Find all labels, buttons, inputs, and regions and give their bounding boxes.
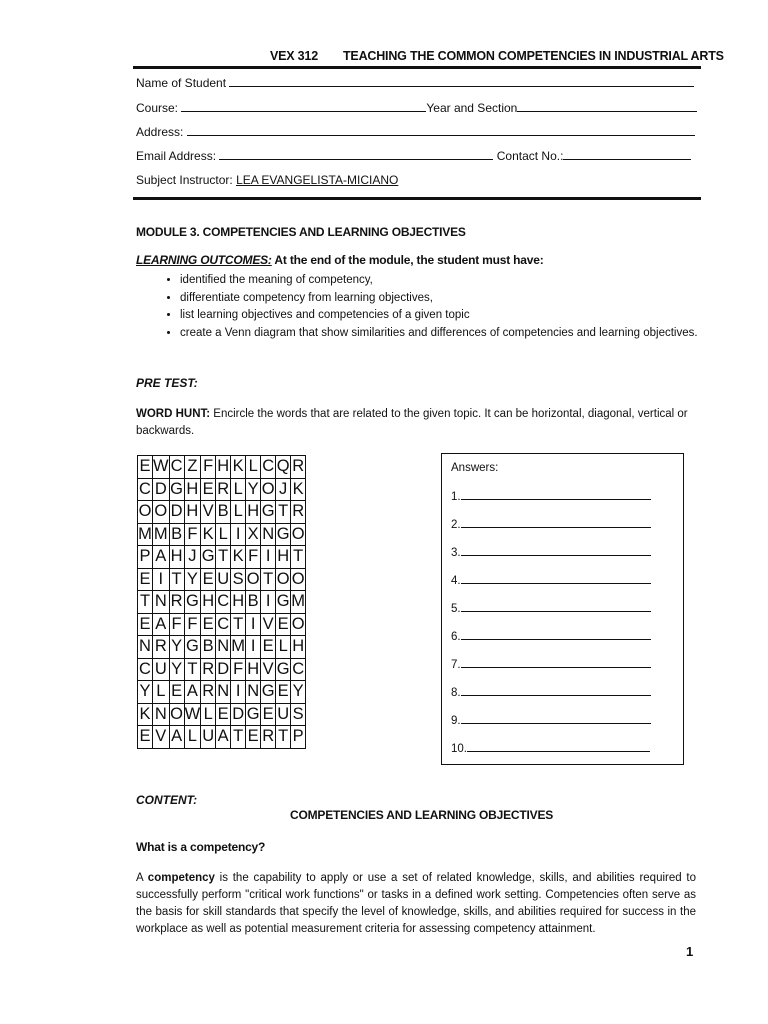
- grid-letter[interactable]: E: [201, 568, 216, 591]
- grid-row: [138, 636, 306, 659]
- grid-letter[interactable]: E: [201, 613, 216, 636]
- grid-row: [138, 613, 306, 636]
- grid-letter[interactable]: N: [153, 703, 170, 726]
- grid-letter[interactable]: V: [201, 501, 216, 524]
- grid-letter[interactable]: A: [153, 613, 170, 636]
- answer-line: [451, 657, 651, 671]
- grid-letter[interactable]: O: [169, 703, 184, 726]
- grid-letter[interactable]: F: [246, 546, 261, 569]
- grid-letter[interactable]: K: [138, 703, 153, 726]
- grid-letter[interactable]: B: [246, 591, 261, 614]
- grid-letter[interactable]: S: [291, 703, 306, 726]
- grid-letter[interactable]: V: [261, 658, 276, 681]
- wordhunt-text: Encircle the words that are related to the given topic. It can be horizontal, diagonal, vertical or backwards.: [136, 408, 688, 437]
- grid-letter[interactable]: C: [261, 456, 276, 479]
- grid-letter[interactable]: E: [216, 703, 231, 726]
- email-blank[interactable]: [219, 148, 493, 160]
- name-field-row: [136, 75, 694, 90]
- grid-letter[interactable]: E: [138, 568, 153, 591]
- grid-letter[interactable]: U: [276, 703, 291, 726]
- grid-row: [138, 523, 306, 546]
- grid-letter[interactable]: L: [184, 726, 201, 749]
- grid-letter[interactable]: U: [201, 726, 216, 749]
- grid-letter[interactable]: F: [231, 658, 246, 681]
- answer-blank[interactable]: [461, 629, 651, 640]
- grid-letter[interactable]: K: [231, 456, 246, 479]
- address-blank[interactable]: [187, 124, 695, 136]
- grid-letter[interactable]: C: [138, 478, 153, 501]
- grid-row: [138, 591, 306, 614]
- answer-blank[interactable]: [467, 741, 650, 752]
- grid-letter[interactable]: A: [184, 681, 201, 704]
- grid-letter[interactable]: A: [216, 726, 231, 749]
- grid-letter[interactable]: B: [201, 636, 216, 659]
- objectives-list: [160, 272, 698, 342]
- year-section-blank[interactable]: [517, 100, 697, 112]
- grid-letter[interactable]: P: [138, 546, 153, 569]
- grid-letter[interactable]: C: [216, 591, 231, 614]
- grid-letter[interactable]: I: [246, 636, 261, 659]
- answer-number: 8.: [451, 687, 461, 699]
- grid-letter[interactable]: O: [153, 501, 170, 524]
- grid-letter[interactable]: E: [276, 613, 291, 636]
- grid-row: [138, 478, 306, 501]
- grid-letter[interactable]: E: [276, 681, 291, 704]
- grid-letter[interactable]: D: [231, 703, 246, 726]
- grid-letter[interactable]: G: [261, 681, 276, 704]
- grid-letter[interactable]: U: [216, 568, 231, 591]
- year-section-label: Year and Section: [426, 101, 518, 115]
- section-question: What is a competency?: [136, 840, 266, 854]
- answer-line: [451, 685, 651, 699]
- grid-letter[interactable]: K: [291, 478, 306, 501]
- info-rule: [133, 197, 701, 200]
- grid-letter[interactable]: Y: [169, 636, 184, 659]
- grid-letter[interactable]: T: [276, 501, 291, 524]
- grid-letter[interactable]: X: [246, 523, 261, 546]
- answer-line: [451, 489, 651, 503]
- answer-number: 10.: [451, 743, 467, 755]
- grid-letter[interactable]: F: [184, 613, 201, 636]
- grid-letter[interactable]: Z: [184, 456, 201, 479]
- answer-number: 1.: [451, 491, 461, 503]
- module-title: MODULE 3. COMPETENCIES AND LEARNING OBJECTIVES: [136, 225, 466, 239]
- page-number: 1: [686, 944, 694, 959]
- grid-letter[interactable]: I: [153, 568, 170, 591]
- grid-letter[interactable]: I: [231, 523, 246, 546]
- grid-letter[interactable]: O: [138, 501, 153, 524]
- grid-letter[interactable]: E: [261, 703, 276, 726]
- answer-line: [451, 601, 651, 615]
- grid-letter[interactable]: A: [169, 726, 184, 749]
- grid-letter[interactable]: F: [201, 456, 216, 479]
- answer-number: 3.: [451, 547, 461, 559]
- header-rule: [133, 66, 701, 69]
- grid-letter[interactable]: T: [184, 658, 201, 681]
- grid-letter[interactable]: H: [216, 456, 231, 479]
- grid-letter[interactable]: V: [153, 726, 170, 749]
- instructor-name: LEA EVANGELISTA-MICIANO: [236, 173, 399, 187]
- grid-letter[interactable]: U: [153, 658, 170, 681]
- grid-letter[interactable]: B: [169, 523, 184, 546]
- para-body: is the capability to apply or use a set of related knowledge, skills, and abilities required to successfully perform "critical work functions" or tasks in a defined work setting. Competencies often serve as the basis for skill standards that specify the level of knowledge, skills, and abilities required for success in the workplace as well as potential measurement criteria for assessing competency attainment.: [136, 872, 696, 935]
- answer-blank[interactable]: [461, 489, 651, 500]
- answer-line: [451, 629, 651, 643]
- grid-letter[interactable]: G: [276, 658, 291, 681]
- answer-line: [451, 573, 651, 587]
- contact-label: Contact No.:: [496, 149, 564, 163]
- grid-letter[interactable]: H: [231, 591, 246, 614]
- grid-letter[interactable]: L: [246, 456, 261, 479]
- grid-letter[interactable]: T: [231, 726, 246, 749]
- grid-letter[interactable]: R: [201, 681, 216, 704]
- grid-letter[interactable]: T: [231, 613, 246, 636]
- grid-letter[interactable]: M: [138, 523, 153, 546]
- grid-row: [138, 681, 306, 704]
- content-title: COMPETENCIES AND LEARNING OBJECTIVES: [290, 808, 554, 822]
- answer-blank[interactable]: [461, 517, 651, 528]
- grid-letter[interactable]: I: [261, 546, 276, 569]
- grid-letter[interactable]: O: [291, 613, 306, 636]
- grid-letter[interactable]: L: [216, 523, 231, 546]
- grid-letter[interactable]: T: [261, 568, 276, 591]
- grid-letter[interactable]: E: [138, 456, 153, 479]
- grid-letter[interactable]: M: [231, 636, 246, 659]
- grid-letter[interactable]: R: [261, 726, 276, 749]
- grid-letter[interactable]: B: [216, 501, 231, 524]
- grid-letter[interactable]: R: [291, 501, 306, 524]
- grid-letter[interactable]: E: [246, 726, 261, 749]
- grid-letter[interactable]: I: [246, 613, 261, 636]
- grid-letter[interactable]: O: [261, 478, 276, 501]
- grid-letter[interactable]: J: [184, 546, 201, 569]
- grid-letter[interactable]: E: [169, 681, 184, 704]
- grid-letter[interactable]: H: [291, 636, 306, 659]
- grid-letter[interactable]: C: [216, 613, 231, 636]
- grid-row: [138, 658, 306, 681]
- course-blank[interactable]: [181, 100, 426, 112]
- para-prefix: A: [136, 872, 148, 884]
- content-label: CONTENT:: [136, 793, 198, 807]
- answer-blank[interactable]: [461, 573, 651, 584]
- answer-number: 4.: [451, 575, 461, 587]
- grid-row: [138, 501, 306, 524]
- grid-letter[interactable]: H: [201, 591, 216, 614]
- answer-number: 5.: [451, 603, 461, 615]
- answers-label: Answers:: [451, 462, 499, 474]
- grid-letter[interactable]: O: [291, 568, 306, 591]
- grid-letter[interactable]: G: [276, 591, 291, 614]
- grid-letter[interactable]: O: [291, 523, 306, 546]
- grid-letter[interactable]: A: [153, 546, 170, 569]
- learning-outcomes: [136, 253, 544, 267]
- grid-letter[interactable]: I: [261, 591, 276, 614]
- address-label: Address:: [136, 125, 184, 139]
- grid-letter[interactable]: R: [153, 636, 170, 659]
- grid-letter[interactable]: V: [261, 613, 276, 636]
- grid-letter[interactable]: T: [216, 546, 231, 569]
- answer-blank[interactable]: [461, 685, 651, 696]
- grid-letter[interactable]: I: [231, 681, 246, 704]
- grid-letter[interactable]: N: [216, 636, 231, 659]
- grid-letter[interactable]: M: [153, 523, 170, 546]
- grid-letter[interactable]: E: [201, 478, 216, 501]
- grid-letter[interactable]: G: [184, 636, 201, 659]
- grid-letter[interactable]: C: [291, 658, 306, 681]
- document-header: [270, 49, 724, 63]
- grid-letter[interactable]: N: [246, 681, 261, 704]
- grid-letter[interactable]: T: [276, 726, 291, 749]
- grid-letter[interactable]: Y: [246, 478, 261, 501]
- course-field-row: [136, 100, 697, 115]
- answer-line: [451, 713, 651, 727]
- course-label: Course:: [136, 101, 179, 115]
- grid-letter[interactable]: C: [138, 658, 153, 681]
- grid-letter[interactable]: H: [184, 501, 201, 524]
- grid-letter[interactable]: G: [184, 591, 201, 614]
- address-field-row: [136, 124, 695, 139]
- grid-row: [138, 726, 306, 749]
- course-title: TEACHING THE COMMON COMPETENCIES IN INDUSTRIAL ARTS: [343, 49, 724, 63]
- grid-letter[interactable]: H: [169, 546, 184, 569]
- answer-line: [451, 517, 651, 531]
- answer-number: 6.: [451, 631, 461, 643]
- grid-letter[interactable]: Y: [184, 568, 201, 591]
- grid-letter[interactable]: L: [231, 501, 246, 524]
- grid-letter[interactable]: N: [138, 636, 153, 659]
- objective-item: • create a Venn diagram that show similarities and differences of competencies and learning objectives.: [180, 325, 698, 343]
- grid-letter[interactable]: O: [246, 568, 261, 591]
- grid-letter[interactable]: H: [246, 658, 261, 681]
- grid-letter[interactable]: E: [261, 636, 276, 659]
- pretest-label: PRE TEST:: [136, 376, 198, 390]
- grid-letter[interactable]: N: [216, 681, 231, 704]
- grid-letter[interactable]: D: [153, 478, 170, 501]
- grid-letter[interactable]: L: [153, 681, 170, 704]
- outcomes-intro: At the end of the module, the student must have:: [271, 253, 544, 267]
- grid-letter[interactable]: N: [153, 591, 170, 614]
- answers-box: [441, 453, 684, 765]
- grid-letter[interactable]: H: [246, 501, 261, 524]
- wordhunt-label: WORD HUNT:: [136, 408, 211, 420]
- answer-number: 2.: [451, 519, 461, 531]
- contact-blank[interactable]: [563, 148, 691, 160]
- grid-letter[interactable]: E: [138, 726, 153, 749]
- email-field-row: [136, 148, 691, 163]
- grid-letter[interactable]: R: [201, 658, 216, 681]
- answer-number: 9.: [451, 715, 461, 727]
- grid-row: [138, 703, 306, 726]
- grid-letter[interactable]: D: [169, 501, 184, 524]
- grid-letter[interactable]: N: [261, 523, 276, 546]
- grid-letter[interactable]: G: [246, 703, 261, 726]
- grid-letter[interactable]: J: [276, 478, 291, 501]
- answer-line: [451, 741, 650, 755]
- objective-item: • list learning objectives and competencies of a given topic: [180, 307, 698, 325]
- answer-blank[interactable]: [461, 601, 651, 612]
- answer-blank[interactable]: [461, 545, 651, 556]
- instructor-label: Subject Instructor:: [136, 173, 233, 187]
- competency-term: competency: [147, 872, 215, 884]
- grid-letter[interactable]: R: [169, 591, 184, 614]
- grid-letter[interactable]: W: [184, 703, 201, 726]
- objective-item: • identified the meaning of competency,: [180, 272, 698, 290]
- grid-letter[interactable]: P: [291, 726, 306, 749]
- outcomes-label: LEARNING OUTCOMES:: [136, 253, 272, 267]
- grid-letter[interactable]: S: [231, 568, 246, 591]
- objective-item: • differentiate competency from learning objectives,: [180, 290, 698, 308]
- name-blank[interactable]: [229, 75, 694, 87]
- grid-letter[interactable]: Q: [276, 456, 291, 479]
- grid-letter[interactable]: M: [291, 591, 306, 614]
- grid-letter[interactable]: D: [216, 658, 231, 681]
- grid-letter[interactable]: G: [169, 478, 184, 501]
- grid-letter[interactable]: T: [169, 568, 184, 591]
- grid-letter[interactable]: Y: [138, 681, 153, 704]
- answer-blank[interactable]: [461, 713, 651, 724]
- course-code: VEX 312: [270, 49, 318, 63]
- grid-letter[interactable]: L: [231, 478, 246, 501]
- grid-letter[interactable]: Y: [291, 681, 306, 704]
- grid-letter[interactable]: H: [184, 478, 201, 501]
- grid-row: [138, 546, 306, 569]
- grid-letter[interactable]: Y: [169, 658, 184, 681]
- grid-letter[interactable]: W: [153, 456, 170, 479]
- answer-blank[interactable]: [461, 657, 651, 668]
- grid-letter[interactable]: R: [216, 478, 231, 501]
- instructor-row: [136, 173, 398, 187]
- answer-number: 7.: [451, 659, 461, 671]
- grid-letter[interactable]: G: [201, 546, 216, 569]
- grid-letter[interactable]: H: [276, 546, 291, 569]
- grid-letter[interactable]: F: [184, 523, 201, 546]
- grid-letter[interactable]: G: [261, 501, 276, 524]
- wordhunt-instructions: [136, 406, 696, 440]
- grid-letter[interactable]: T: [138, 591, 153, 614]
- grid-letter[interactable]: R: [291, 456, 306, 479]
- answer-line: [451, 545, 651, 559]
- grid-letter[interactable]: T: [291, 546, 306, 569]
- competency-definition: [136, 870, 696, 938]
- email-label: Email Address:: [136, 149, 217, 163]
- word-hunt-grid[interactable]: [137, 455, 306, 749]
- name-label: Name of Student: [136, 76, 227, 90]
- grid-letter[interactable]: C: [169, 456, 184, 479]
- grid-letter[interactable]: O: [276, 568, 291, 591]
- grid-letter[interactable]: K: [231, 546, 246, 569]
- grid-row: [138, 456, 306, 479]
- grid-row: [138, 568, 306, 591]
- grid-letter[interactable]: G: [276, 523, 291, 546]
- grid-letter[interactable]: F: [169, 613, 184, 636]
- grid-letter[interactable]: L: [276, 636, 291, 659]
- grid-letter[interactable]: L: [201, 703, 216, 726]
- grid-letter[interactable]: E: [138, 613, 153, 636]
- grid-letter[interactable]: K: [201, 523, 216, 546]
